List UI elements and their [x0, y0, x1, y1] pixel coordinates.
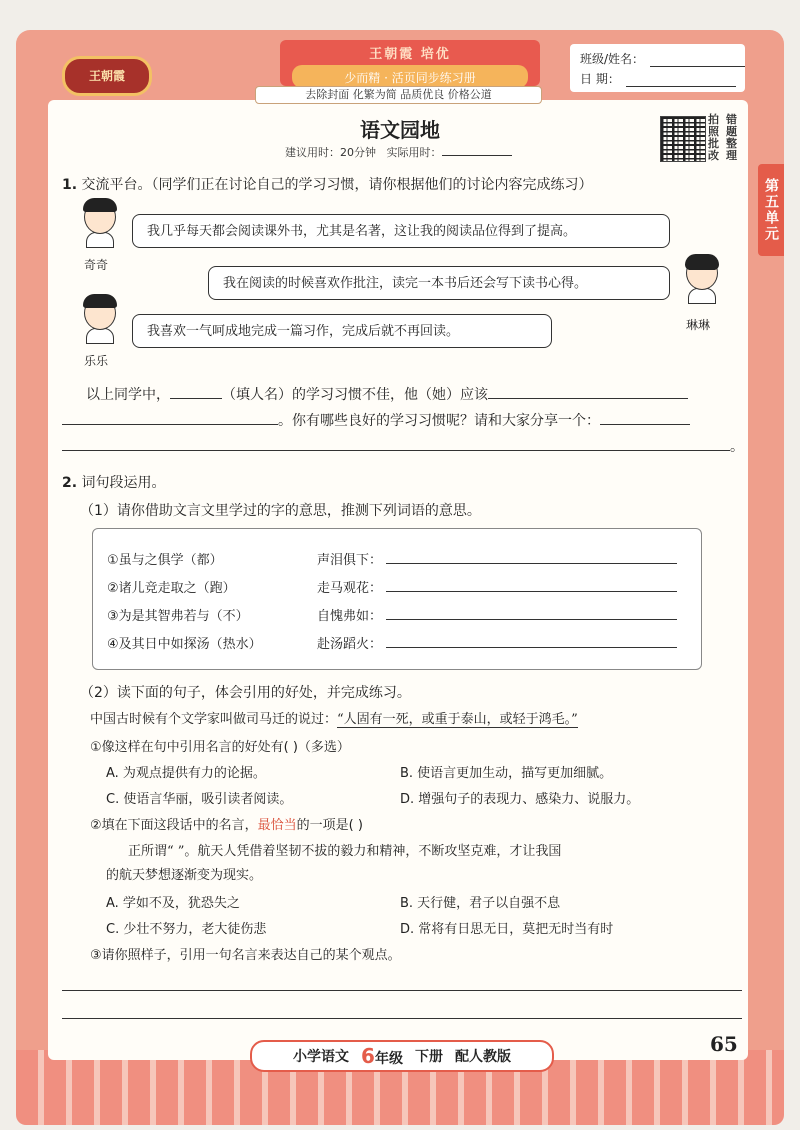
answer-line[interactable]	[62, 1018, 742, 1019]
date-label: 日 期：	[580, 72, 620, 86]
brand-logo	[62, 56, 152, 96]
qr-char: 整	[726, 137, 737, 150]
footer-grade-label: 年级	[374, 1051, 403, 1067]
qr-char: 题	[726, 125, 737, 138]
q1-end-mark: 。	[730, 439, 744, 455]
q1-heading-text: 交流平台。（同学们正在讨论自己的学习习惯，请你根据他们的讨论内容完成练习）	[81, 177, 593, 193]
qr-label	[708, 114, 744, 162]
q1-line2-text: 。你有哪些良好的学习习惯呢？请和大家分享一个：	[278, 413, 600, 429]
footer-bar	[250, 1040, 554, 1072]
sub2-emphasis: 最恰当	[257, 818, 297, 833]
class-name-row	[580, 50, 745, 67]
name-qiqi: 奇奇	[84, 258, 109, 272]
sub2-option-b[interactable]: B. 天行健，君子以自强不息	[400, 896, 561, 911]
footer-subject: 小学语文	[293, 1049, 350, 1065]
top-banner	[280, 40, 540, 86]
scroll-word: 声泪俱下：	[317, 553, 383, 568]
page-title: 语文园地	[360, 118, 440, 142]
word-scroll	[92, 528, 702, 670]
slogan: 去除封面 化繁为简 品质优良 价格公道	[255, 86, 542, 104]
qr-char: 照	[708, 125, 719, 138]
scroll-word: 赴汤蹈火：	[317, 637, 383, 652]
class-name-label: 班级/姓名：	[580, 52, 645, 66]
sub2-option-a[interactable]: A. 学如不及，犹恐失之	[106, 896, 240, 911]
q2-heading-text: 词句段运用。	[81, 475, 166, 491]
sub2-option-d[interactable]: D. 常将有日思无日，莫把无时当有时	[400, 922, 614, 937]
qr-char: 批	[708, 137, 719, 150]
scroll-row	[107, 577, 677, 596]
q1-line1-a: 以上同学中，	[86, 387, 170, 403]
q1-line1	[86, 384, 688, 404]
name-lele: 乐乐	[84, 354, 109, 368]
sub1-option-a[interactable]: A. 为观点提供有力的论据。	[106, 766, 266, 781]
dialog-lele: 我喜欢一气呵成地完成一篇习作，完成后就不再回读。	[132, 314, 552, 348]
brand-name: 王朝霞 培优	[369, 47, 451, 62]
q2-sub2	[90, 814, 363, 833]
qr-code-icon[interactable]	[660, 116, 706, 162]
date-field[interactable]	[626, 74, 736, 87]
footer-grade-number: 6	[361, 1044, 375, 1068]
sub2-passage-line2: 的航天梦想逐渐变为现实。	[106, 868, 263, 883]
page-number: 65	[710, 1032, 738, 1056]
q2-sub1: ①像这样在句中引用名言的好处有( )（多选）	[90, 740, 350, 755]
quote-sentence	[90, 708, 578, 727]
q1-blank-name[interactable]	[170, 398, 222, 399]
avatar-linlin	[682, 256, 722, 306]
q1-number: 1.	[62, 177, 78, 193]
q2-part2: （2）读下面的句子，体会引用的好处，并完成练习。	[80, 685, 411, 701]
q1-line2	[62, 410, 690, 430]
sub1-option-c[interactable]: C. 使语言华丽，吸引读者阅读。	[106, 792, 293, 807]
scroll-row	[107, 633, 677, 652]
q2-number: 2.	[62, 475, 78, 491]
sub1-option-d[interactable]: D. 增强句子的表现力、感染力、说服力。	[400, 792, 640, 807]
footer-term: 下册	[414, 1049, 443, 1065]
q1-line3	[62, 436, 744, 456]
sub2-passage-line1: 正所谓“ ”。航天人凭借着坚韧不拔的毅力和精神，不断攻坚克难，才让我国	[128, 844, 562, 859]
name-linlin: 琳琳	[686, 318, 711, 332]
avatar-qiqi	[80, 200, 120, 250]
date-row	[580, 70, 736, 87]
qr-char: 改	[708, 149, 719, 162]
scroll-answer-field[interactable]	[386, 549, 677, 564]
brand-subtitle: 少而精 · 活页同步练习册	[292, 65, 528, 88]
sub1-option-b[interactable]: B. 使语言更加生动，描写更加细腻。	[400, 766, 613, 781]
q1-line1-b: （填人名）的学习习惯不佳，他（她）应该	[222, 387, 488, 403]
footer-edition: 配人教版	[454, 1049, 511, 1065]
q2-heading	[62, 472, 166, 492]
avatar-lele	[80, 296, 120, 346]
q1-blank-should-cont[interactable]	[62, 424, 278, 425]
q1-blank-share-cont[interactable]	[62, 450, 730, 451]
q1-blank-share[interactable]	[600, 424, 690, 425]
q2-sub3: ③请你照样子，引用一句名言来表达自己的某个观点。	[90, 948, 401, 963]
logo-text: 王朝霞	[88, 69, 125, 83]
q2-part1: （1）请你借助文言文里学过的字的意思，推测下列词语的意思。	[80, 503, 481, 519]
dialog-linlin: 我在阅读的时候喜欢作批注，读完一本书后还会写下读书心得。	[208, 266, 670, 300]
scroll-word: 自愧弗如：	[317, 609, 383, 624]
scroll-source: ②诸儿竞走取之（跑）	[107, 581, 236, 596]
scroll-source: ③为是其智弗若与（不）	[107, 609, 249, 624]
qr-char: 错	[726, 113, 737, 126]
unit-tab: 第五单元	[758, 164, 784, 256]
scroll-row	[107, 549, 677, 568]
answer-line[interactable]	[62, 990, 742, 991]
class-name-field[interactable]	[650, 54, 745, 67]
sub2-option-c[interactable]: C. 少壮不努力，老大徒伤悲	[106, 922, 267, 937]
quote-text: “人固有一死，或重于泰山，或轻于鸿毛。”	[337, 712, 578, 727]
scroll-answer-field[interactable]	[386, 605, 677, 620]
sub2-text-a: ②填在下面这段话中的名言，	[90, 818, 258, 833]
dialog-qiqi: 我几乎每天都会阅读课外书，尤其是名著，这让我的阅读品位得到了提高。	[132, 214, 670, 248]
scroll-word: 走马观花：	[317, 581, 383, 596]
qr-char: 理	[726, 149, 737, 162]
time-info	[285, 144, 512, 160]
scroll-answer-field[interactable]	[386, 577, 677, 592]
scroll-answer-field[interactable]	[386, 633, 677, 648]
q1-blank-should[interactable]	[488, 398, 688, 399]
scroll-row	[107, 605, 677, 624]
actual-time-field[interactable]	[442, 145, 512, 156]
scroll-source: ④及其日中如探汤（热水）	[107, 637, 262, 652]
quote-prefix: 中国古时候有个文学家叫做司马迁的说过：	[90, 712, 338, 727]
scroll-source: ①虽与之俱学（都）	[107, 553, 223, 568]
q1-heading	[62, 174, 593, 194]
qr-char: 拍	[708, 113, 719, 126]
actual-time-label: 实际用时：	[386, 146, 442, 159]
sub2-text-c: 的一项是( )	[296, 818, 363, 833]
student-info-box	[570, 44, 745, 92]
suggest-time: 建议用时：20分钟	[285, 146, 376, 159]
